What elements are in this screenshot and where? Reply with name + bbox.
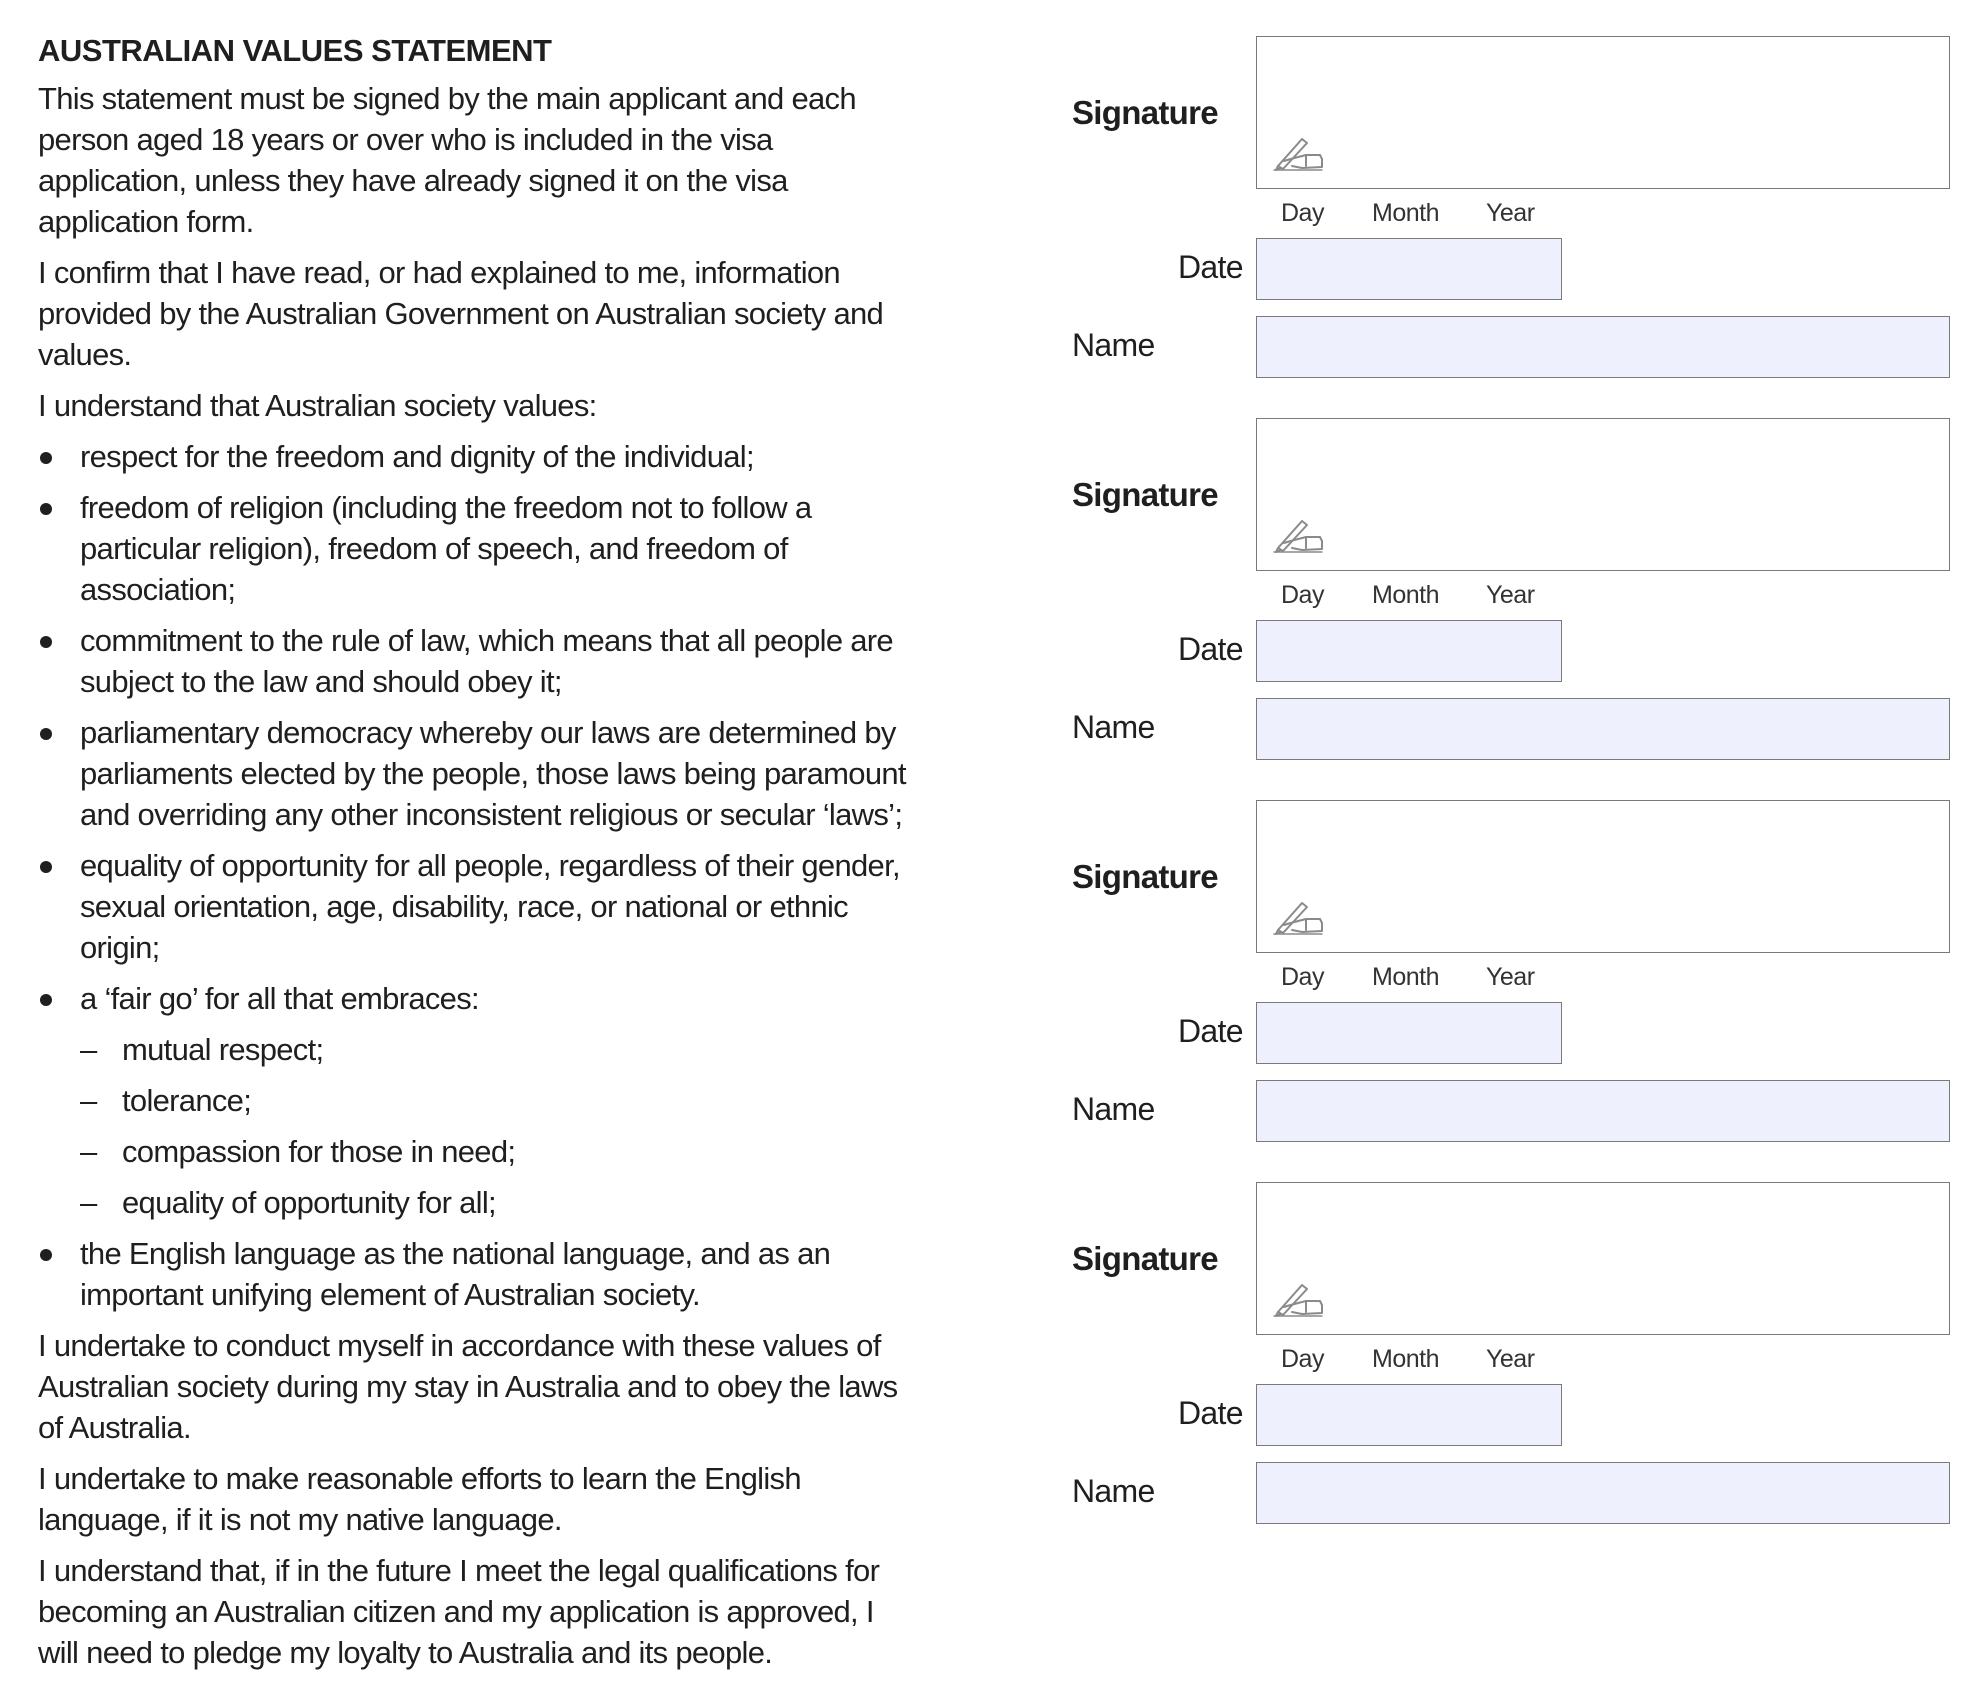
date-label: Date (1178, 1013, 1243, 1049)
date-field[interactable] (1256, 620, 1562, 682)
date-label: Date (1178, 1395, 1243, 1431)
signature-block-1 (0, 31, 1988, 413)
value-item-text: freedom of religion (including the freedom not to follow a particular religion), freedom of speech, and freedom of association; (80, 490, 812, 607)
signature-label: Signature (1072, 858, 1218, 895)
dash-marker: – (80, 1134, 97, 1169)
year-label: Year (1486, 1345, 1535, 1373)
day-label: Day (1281, 199, 1324, 227)
signature-label: Signature (1072, 94, 1218, 131)
year-label: Year (1486, 199, 1535, 227)
year-label: Year (1486, 581, 1535, 609)
dash-marker: – (80, 1083, 97, 1118)
name-field[interactable] (1256, 1462, 1950, 1524)
month-label: Month (1372, 199, 1439, 227)
signature-label: Signature (1072, 476, 1218, 513)
name-label: Name (1072, 1091, 1155, 1127)
fair-go-item-text: compassion for those in need; (122, 1134, 516, 1169)
value-item-text: commitment to the rule of law, which means that all people are subject to the law and should obey it; (80, 623, 893, 699)
signature-box[interactable] (1256, 418, 1950, 571)
date-field[interactable] (1256, 238, 1562, 300)
signature-block-3 (0, 795, 1988, 1177)
fair-go-item-text: mutual respect; (122, 1032, 324, 1067)
dash-marker: – (80, 1185, 97, 1220)
name-label: Name (1072, 709, 1155, 745)
month-label: Month (1372, 581, 1439, 609)
day-label: Day (1281, 963, 1324, 991)
understand-paragraph: I understand that Australian society values: (38, 388, 597, 423)
statement-title: AUSTRALIAN VALUES STATEMENT (38, 33, 552, 68)
value-item-text: a ‘fair go’ for all that embraces: (80, 981, 479, 1016)
value-item-text: parliamentary democracy whereby our laws are determined by parliaments elected by the people, those laws being paramount and overriding any other inconsistent religious or secular ‘laws’; (80, 715, 906, 832)
signature-box[interactable] (1256, 36, 1950, 189)
signature-box[interactable] (1256, 800, 1950, 953)
month-label: Month (1372, 963, 1439, 991)
signature-label: Signature (1072, 1240, 1218, 1277)
signature-block-2 (0, 413, 1988, 795)
name-field[interactable] (1256, 316, 1950, 378)
name-field[interactable] (1256, 1080, 1950, 1142)
fair-go-item-text: tolerance; (122, 1083, 252, 1118)
signature-block-4 (0, 1177, 1988, 1559)
dash-marker: – (80, 1032, 97, 1067)
confirm-paragraph: I confirm that I have read, or had explained to me, information provided by the Australian Government on Australian society and values. (38, 255, 884, 372)
intro-paragraph: This statement must be signed by the main applicant and each person aged 18 years or over who is included in the visa application, unless they have already signed it on the visa application form. (38, 81, 856, 239)
name-label: Name (1072, 327, 1155, 363)
value-item-text: the English language as the national language, and as an important unifying element of Australian society. (80, 1236, 831, 1312)
pledge-paragraph: I understand that, if in the future I meet the legal qualifications for becoming an Australian citizen and my application is approved, I will need to pledge my loyalty to Australia and its people. (38, 1553, 880, 1670)
fair-go-item-text: equality of opportunity for all; (122, 1185, 496, 1220)
month-label: Month (1372, 1345, 1439, 1373)
undertake-conduct-paragraph: I undertake to conduct myself in accordance with these values of Australian society during my stay in Australia and to obey the laws of Australia. (38, 1328, 898, 1445)
date-field[interactable] (1256, 1384, 1562, 1446)
name-field[interactable] (1256, 698, 1950, 760)
date-label: Date (1178, 631, 1243, 667)
date-field[interactable] (1256, 1002, 1562, 1064)
day-label: Day (1281, 581, 1324, 609)
hand-writing-pen-icon (1272, 1279, 1326, 1317)
hand-writing-pen-icon (1272, 515, 1326, 553)
hand-writing-pen-icon (1272, 133, 1326, 171)
hand-writing-pen-icon (1272, 897, 1326, 935)
name-label: Name (1072, 1473, 1155, 1509)
undertake-english-paragraph: I undertake to make reasonable efforts to learn the English language, if it is not my native language. (38, 1461, 801, 1537)
value-item-text: equality of opportunity for all people, regardless of their gender, sexual orientation, age, disability, race, or national or ethnic origin; (80, 848, 900, 965)
signature-box[interactable] (1256, 1182, 1950, 1335)
date-label: Date (1178, 249, 1243, 285)
year-label: Year (1486, 963, 1535, 991)
value-item-text: respect for the freedom and dignity of the individual; (80, 439, 754, 474)
day-label: Day (1281, 1345, 1324, 1373)
